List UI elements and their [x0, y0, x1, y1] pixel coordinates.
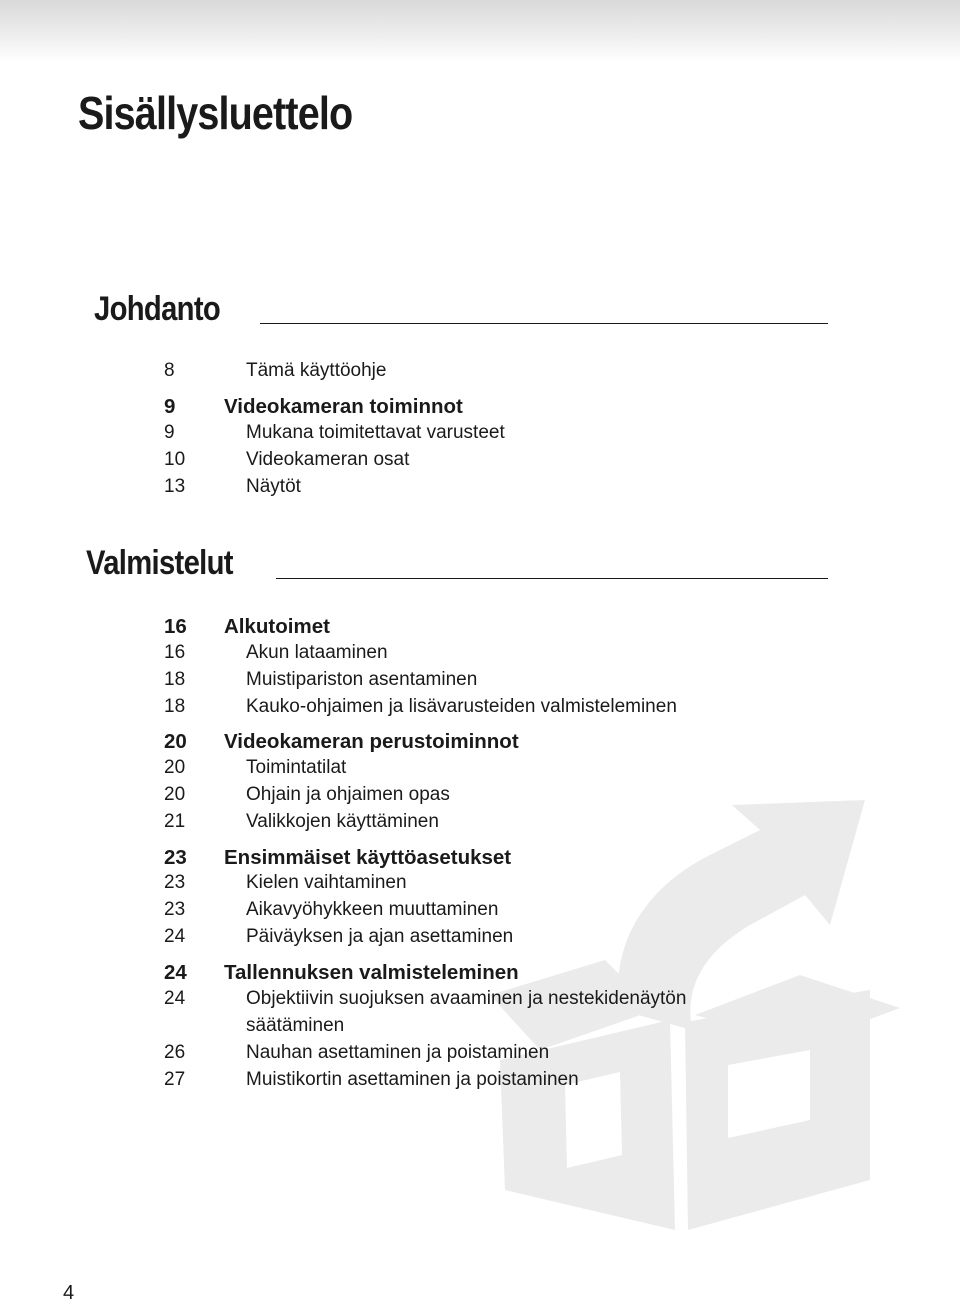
- toc-page-number: 26: [164, 1042, 186, 1063]
- toc-entry-text: säätäminen: [246, 1015, 345, 1036]
- section-title: Johdanto: [94, 290, 221, 328]
- toc-entry-text: Kauko-ohjaimen ja lisävarusteiden valmisteleminen: [246, 696, 677, 717]
- toc-entry-text: Ensimmäiset käyttöasetukset: [224, 846, 512, 869]
- toc-page-number: 16: [164, 642, 186, 663]
- toc-page-number: 18: [164, 669, 186, 690]
- toc-entry-text: Videokameran osat: [246, 449, 410, 470]
- toc-page-number: 23: [164, 872, 186, 893]
- toc-entry-text: Videokameran perustoiminnot: [224, 730, 519, 753]
- toc-page-number: 24: [164, 926, 186, 947]
- page-title: Sisällysluettelo: [78, 87, 353, 139]
- toc-entry-text: Valikkojen käyttäminen: [246, 811, 439, 832]
- section-rule: [276, 578, 828, 579]
- toc-page-number: 20: [164, 730, 187, 753]
- toc-entry-text: Muistikortin asettaminen ja poistaminen: [246, 1069, 579, 1090]
- toc-entry-text: Objektiivin suojuksen avaaminen ja nestekidenäytön: [246, 988, 687, 1009]
- toc-entry-text: Aikavyöhykkeen muuttaminen: [246, 899, 499, 920]
- toc-entry-text: Toimintatilat: [246, 757, 347, 778]
- toc-entry-text: Ohjain ja ohjaimen opas: [246, 784, 450, 805]
- toc-entry-text: Tämä käyttöohje: [246, 360, 387, 381]
- toc-page-number: 24: [164, 961, 187, 984]
- top-gradient-band: [0, 0, 960, 62]
- toc-page-number: 16: [164, 615, 187, 638]
- toc-page-number: 9: [164, 395, 176, 418]
- toc-page-number: 8: [164, 360, 175, 381]
- toc-entry-text: Tallennuksen valmisteleminen: [224, 961, 519, 984]
- toc-entry-text: Akun lataaminen: [246, 642, 388, 663]
- page-number: 4: [63, 1282, 75, 1304]
- toc-entry-text: Nauhan asettaminen ja poistaminen: [246, 1042, 550, 1063]
- toc-page-number: 13: [164, 476, 186, 497]
- toc-page-number: 20: [164, 784, 186, 805]
- toc-page-number: 10: [164, 449, 186, 470]
- section-heading-johdanto: [94, 290, 834, 350]
- toc-page-number: 23: [164, 899, 186, 920]
- toc-page-number: 21: [164, 811, 186, 832]
- toc-entry-text: Mukana toimitettavat varusteet: [246, 422, 505, 443]
- toc-page-number: 9: [164, 422, 175, 443]
- toc-entry-text: Päiväyksen ja ajan asettaminen: [246, 926, 514, 947]
- toc-page-number: 23: [164, 846, 187, 869]
- toc-entry-text: Videokameran toiminnot: [224, 395, 463, 418]
- toc-entry-text: Alkutoimet: [224, 615, 330, 638]
- toc-page-number: 27: [164, 1069, 186, 1090]
- section-heading-valmistelut: [86, 544, 834, 604]
- section-title: Valmistelut: [86, 544, 233, 582]
- toc-entry-text: Muistipariston asentaminen: [246, 669, 478, 690]
- toc-page-number: 18: [164, 696, 186, 717]
- toc-entry-text: Näytöt: [246, 476, 301, 497]
- toc-page-number: 24: [164, 988, 186, 1009]
- toc-page-number: 20: [164, 757, 186, 778]
- toc-entry-text: Kielen vaihtaminen: [246, 872, 407, 893]
- section-rule: [260, 323, 828, 324]
